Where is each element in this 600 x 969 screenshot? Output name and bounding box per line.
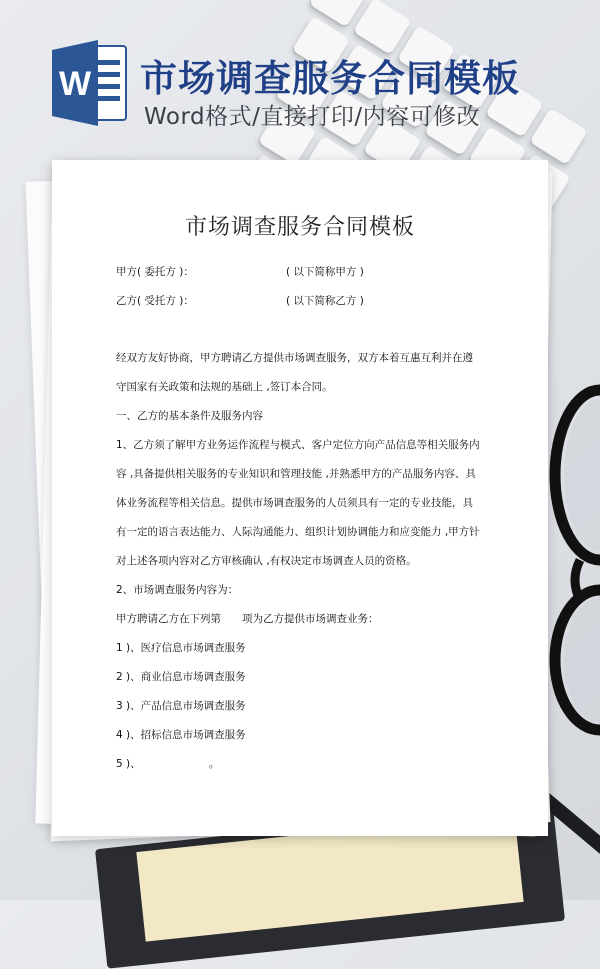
party-b-note: ( 以下简称乙方 ) xyxy=(286,295,364,307)
body-line: 守国家有关政策和法规的基础上 ,签订本合同。 xyxy=(116,381,333,393)
body-line: 容 ,具备提供相关服务的专业知识和管理技能 ,并熟悉甲方的产品服务内容、具 xyxy=(116,468,476,480)
list-item: 3 )、产品信息市场调查服务 xyxy=(116,700,246,712)
list-item: 4 )、招标信息市场调查服务 xyxy=(116,729,246,741)
body-line: 体业务流程等相关信息。提供市场调查服务的人员须具有一定的专业技能，具 xyxy=(116,497,473,509)
list-item: 1 )、医疗信息市场调查服务 xyxy=(116,642,246,654)
body-line: 对上述各项内容对乙方审核确认 ,有权决定市场调查人员的资格。 xyxy=(116,555,417,567)
eyeglasses-decoration xyxy=(540,380,600,740)
word-document-icon xyxy=(52,40,130,126)
body-line: 甲方聘请乙方在下列第 项为乙方提供市场调查业务： xyxy=(116,613,379,625)
list-item: 2 )、商业信息市场调查服务 xyxy=(116,671,246,683)
section-heading: 2、市场调查服务内容为： xyxy=(116,584,239,596)
body-line: 经双方友好协商，甲方聘请乙方提供市场调查服务，双方本着互惠互利并在遵 xyxy=(116,352,473,364)
section-heading: 一、乙方的基本条件及服务内容 xyxy=(116,410,263,422)
party-a-note: ( 以下简称甲方 ) xyxy=(286,266,364,278)
list-item: 5 )、 。 xyxy=(116,758,220,770)
body-line: 1、乙方须了解甲方业务运作流程与模式、客户定位方向产品信息等相关服务内 xyxy=(116,439,480,451)
party-a-label: 甲方( 委托方 )： xyxy=(116,266,194,278)
body-line: 有一定的语言表达能力、人际沟通能力、组织计划协调能力和应变能力 ,甲方针 xyxy=(116,526,480,538)
logo-letter: W xyxy=(58,65,92,103)
document-title: 市场调查服务合同模板 xyxy=(184,215,415,240)
document-page xyxy=(52,160,548,836)
party-b-label: 乙方( 受托方 )： xyxy=(116,295,194,307)
header-title: 市场调查服务合同模板 xyxy=(140,57,520,100)
header-subtitle: Word格式/直接打印/内容可修改 xyxy=(144,104,481,130)
